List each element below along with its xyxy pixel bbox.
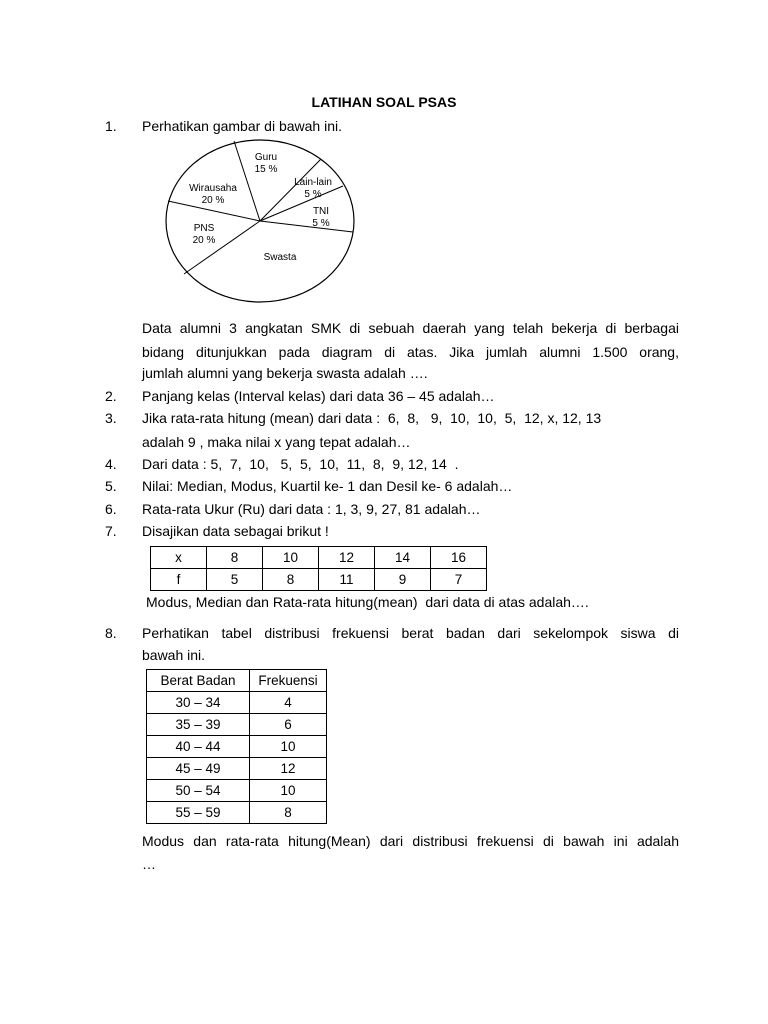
table-cell: 35 – 39	[147, 714, 250, 736]
q1-paragraph-line1: Data alumni 3 angkatan SMK di sebuah daerah yang telah bekerja di berbagai	[142, 320, 679, 336]
q1-number: 1.	[105, 118, 117, 134]
table-cell: 11	[319, 569, 375, 591]
q8-number: 8.	[105, 625, 117, 641]
q1-paragraph-line3: jumlah alumni yang bekerja swasta adalah ….	[142, 365, 428, 381]
table-row	[147, 802, 327, 824]
q6-number: 6.	[105, 501, 117, 517]
table-cell: 50 – 54	[147, 780, 250, 802]
table-row	[147, 758, 327, 780]
table-header: Berat Badan	[147, 670, 250, 692]
q7-text: Disajikan data sebagai brikut !	[142, 523, 329, 539]
table-cell: 8	[250, 802, 327, 824]
table-cell: 55 – 59	[147, 802, 250, 824]
table-row	[147, 692, 327, 714]
pie-pct-lainlain: 5 %	[304, 189, 322, 200]
pie-pct-tni: 5 %	[312, 218, 330, 229]
q4-number: 4.	[105, 456, 117, 472]
table-row	[147, 780, 327, 802]
pie-label-lainlain: Lain-lain	[294, 177, 332, 188]
table-cell: 10	[250, 780, 327, 802]
table-cell: x	[151, 547, 207, 569]
table-row	[147, 736, 327, 758]
table-cell: 5	[207, 569, 263, 591]
pie-label-tni: TNI	[312, 206, 330, 217]
table-header-row	[147, 670, 327, 692]
q3-text-line1: Jika rata-rata hitung (mean) dari data : 6, 8, 9, 10, 10, 5, 12, x, 12, 13	[142, 410, 602, 426]
table-row	[151, 569, 487, 591]
q4-text: Dari data : 5, 7, 10, 5, 5, 10, 11, 8, 9, 12, 14 .	[142, 456, 459, 472]
q7-question: Modus, Median dan Rata-rata hitung(mean) dari data di atas adalah….	[146, 594, 589, 610]
table-row	[151, 547, 487, 569]
table-cell: 8	[263, 569, 319, 591]
pie-chart	[150, 136, 360, 308]
q8-question-line1: Modus dan rata-rata hitung(Mean) dari distribusi frekuensi di bawah ini adalah	[142, 833, 679, 849]
q2-text: Panjang kelas (Interval kelas) dari data 36 – 45 adalah…	[142, 388, 495, 404]
q8-text-line1: Perhatikan tabel distribusi frekuensi berat badan dari sekelompok siswa di	[142, 625, 679, 641]
q2-number: 2.	[105, 388, 117, 404]
q3-text-line2: adalah 9 , maka nilai x yang tepat adalah…	[142, 434, 411, 450]
document-title: LATIHAN SOAL PSAS	[311, 94, 457, 110]
q8-question-line2: …	[142, 856, 156, 872]
table-cell: 14	[375, 547, 431, 569]
q7-data-table	[150, 546, 487, 591]
table-cell: 10	[250, 736, 327, 758]
table-cell: f	[151, 569, 207, 591]
table-cell: 12	[319, 547, 375, 569]
table-cell: 6	[250, 714, 327, 736]
pie-pct-wirausaha: 20 %	[201, 195, 225, 206]
table-cell: 45 – 49	[147, 758, 250, 780]
pie-label-wirausaha: Wirausaha	[189, 183, 237, 194]
table-cell: 7	[431, 569, 487, 591]
pie-label-guru: Guru	[254, 152, 278, 163]
table-cell: 4	[250, 692, 327, 714]
q7-number: 7.	[105, 523, 117, 539]
table-cell: 10	[263, 547, 319, 569]
pie-label-swasta: Swasta	[263, 252, 297, 263]
pie-divider-tni-swasta	[260, 221, 353, 232]
pie-pct-pns: 20 %	[192, 235, 216, 246]
q5-number: 5.	[105, 478, 117, 494]
pie-label-pns: PNS	[193, 223, 215, 234]
table-cell: 12	[250, 758, 327, 780]
table-cell: 9	[375, 569, 431, 591]
q1-paragraph-line2: bidang ditunjukkan pada diagram di atas. Jika jumlah alumni 1.500 orang,	[142, 344, 679, 360]
q1-text: Perhatikan gambar di bawah ini.	[142, 118, 343, 134]
q8-text-line2: bawah ini.	[142, 647, 206, 663]
table-header: Frekuensi	[250, 670, 327, 692]
q6-text: Rata-rata Ukur (Ru) dari data : 1, 3, 9, 27, 81 adalah…	[142, 501, 481, 517]
table-cell: 8	[207, 547, 263, 569]
table-cell: 40 – 44	[147, 736, 250, 758]
pie-pct-guru: 15 %	[254, 164, 278, 175]
table-row	[147, 714, 327, 736]
q3-number: 3.	[105, 410, 117, 426]
q5-text: Nilai: Median, Modus, Kuartil ke- 1 dan Desil ke- 6 adalah…	[142, 478, 513, 494]
table-cell: 16	[431, 547, 487, 569]
table-cell: 30 – 34	[147, 692, 250, 714]
q8-frequency-table	[146, 669, 327, 824]
pie-divider-lainlain-tni	[260, 186, 343, 221]
